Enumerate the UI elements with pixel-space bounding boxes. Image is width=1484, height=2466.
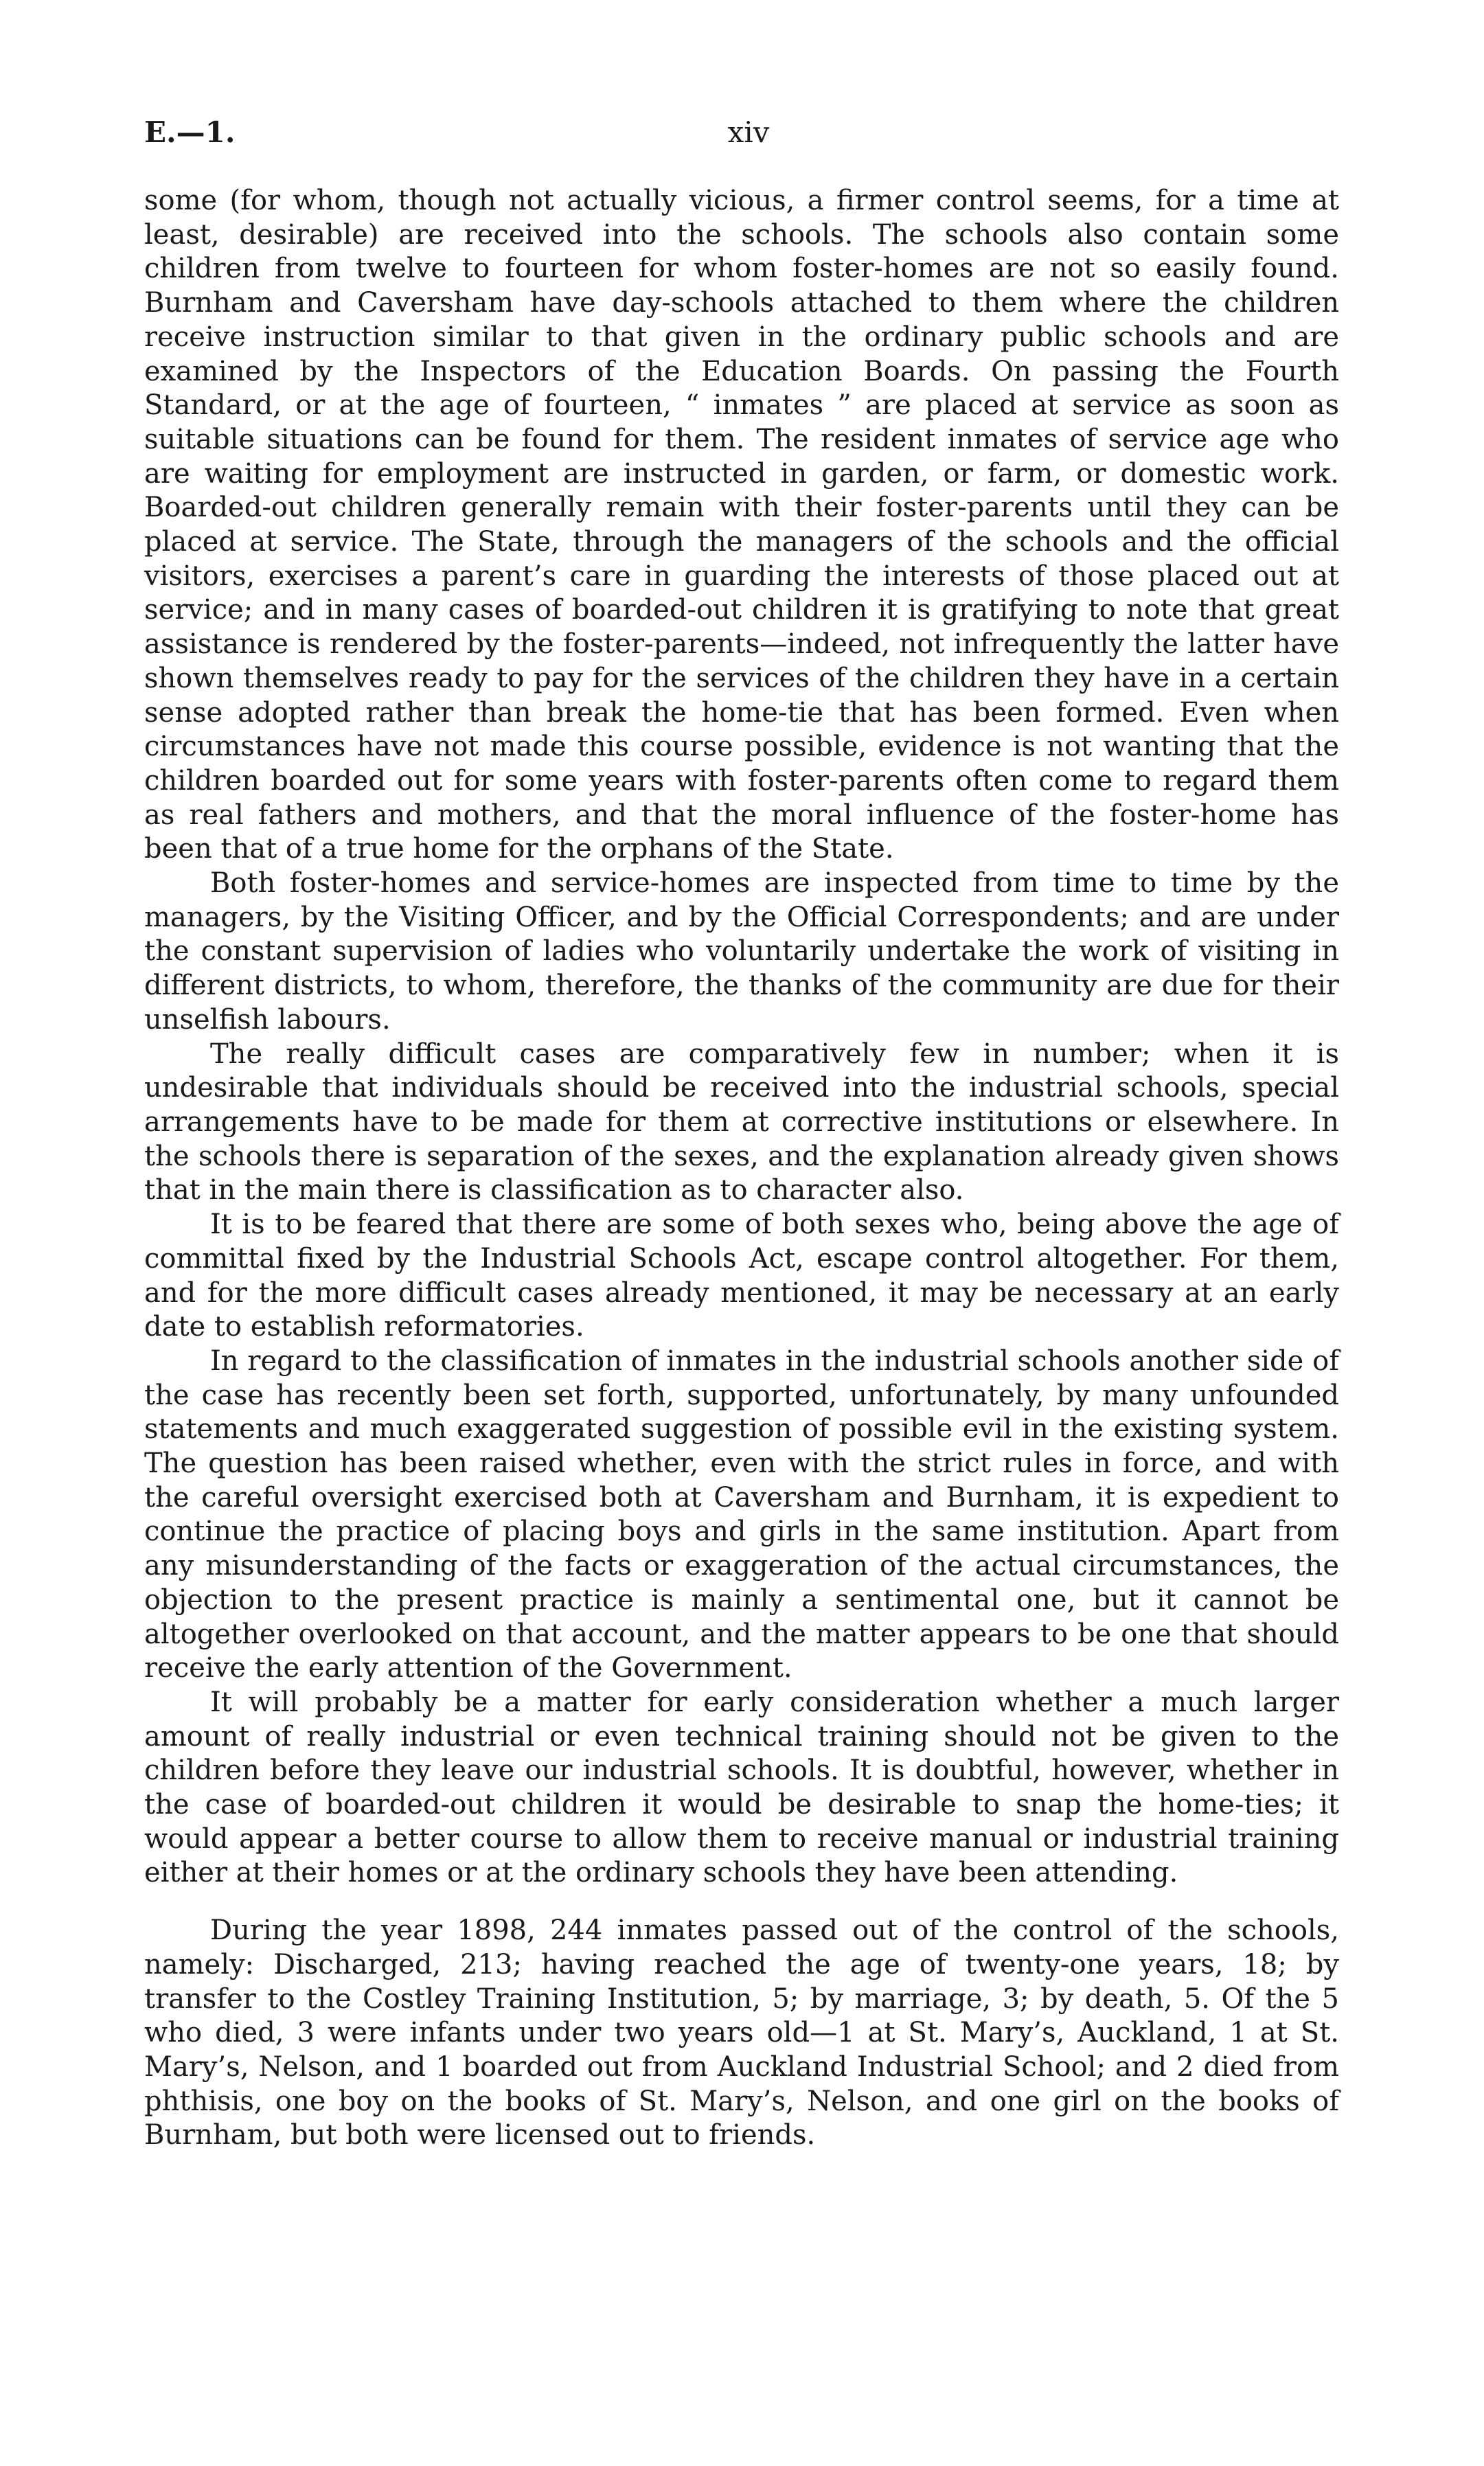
paragraph-difficult-cases: The really difficult cases are comparatively few in number; when it is undesirable that individuals should be received into the industrial schools, special arrangements have to be made for them at corrective institutions or elsewhere. In the schools there is separation of the sexes, and the explanation already given shows that in the main there is classification as to character also. [144,1038,1339,1207]
paragraph-training: It will probably be a matter for early consideration whether a much larger amount of really industrial or even technical training should not be given to the children before they leave our industrial schools. It is doubtful, however, whether in the case of boarded-out children it would be desirable to snap the home-ties; it would appear a better course to allow them to receive manual or industrial training either at their homes or at the ordinary schools they have been attending. [144,1686,1339,1889]
paragraph-statistics: During the year 1898, 244 inmates passed out of the control of the schools, namely: Discharged, 213; having reached the age of twenty-one years, 18; by transfer to the Costley Training Institution, 5; by marriage, 3; by death, 5. Of the 5 who died, 3 were infants under two years old—1 at St. Mary’s, Auckland, 1 at St. Mary’s, Nelson, and 1 boarded out from Auckland Industrial School; and 2 died from phthisis, one boy on the books of St. Mary’s, Nelson, and one girl on the books of Burnham, but both were licensed out to friends. [144,1915,1339,2151]
body-text [144,184,1339,2153]
paragraph-inspection: Both foster-homes and service-homes are inspected from time to time by the managers, by the Visiting Officer, and by the Official Correspondents; and are under the constant supervision of ladies who voluntarily undertake the work of visiting in different districts, to whom, therefore, the thanks of the community are due for their unselfish labours. [144,867,1339,1036]
paragraph-reformatories: It is to be feared that there are some of both sexes who, being above the age of committal fixed by the Industrial Schools Act, escape control altogether. For them, and for the more difficult cases already mentioned, it may be necessary at an early date to establish reformatories. [144,1209,1339,1343]
document-id: E.—1. [144,115,236,149]
paragraph-classification: In regard to the classification of inmates in the industrial schools another side of the case has recently been set forth, supported, unfortunately, by many unfounded statements and much exaggerated suggestion of possible evil in the existing system. The question has been raised whether, even with the strict rules in force, and with the careful oversight exercised both at Caversham and Burnham, it is expedient to continue the practice of placing boys and girls in the same institution. Apart from any misunderstanding of the facts or exaggeration of the actual circumstances, the objection to the present practice is mainly a sentimental one, but it cannot be altogether overlooked on that account, and the matter appears to be one that should receive the early attention of the Government. [144,1345,1339,1685]
page-header [144,115,1339,157]
page-number: xiv [727,115,770,149]
paragraph-continuation: some (for whom, though not actually vicious, a firmer control seems, for a time at least, desirable) are received into the schools. The schools also contain some children from twelve to fourteen for whom foster-homes are not so easily found. Burnham and Caversham have day-schools attached to them where the children receive instruction similar to that given in the ordinary public schools and are examined by the Inspectors of the Education Boards. On passing the Fourth Standard, or at the age of fourteen, “ inmates ” are placed at service as soon as suitable situations can be found for them. The resident inmates of service age who are waiting for employment are instructed in garden, or farm, or domestic work. Boarded-out children generally remain with their foster-parents until they can be placed at service. The State, through the managers of the schools and the official visitors, exercises a parent’s care in guarding the interests of those placed out at service; and in many cases of boarded-out children it is gratifying to note that great assistance is rendered by the foster-parents—indeed, not infrequently the latter have shown themselves ready to pay for the services of the children they have in a certain sense adopted rather than break the home-tie that has been formed. Even when circumstances have not made this course possible, evidence is not wanting that the children boarded out for some years with foster-parents often come to regard them as real fathers and mothers, and that the moral influence of the foster-home has been that of a true home for the orphans of the State. [144,185,1339,865]
